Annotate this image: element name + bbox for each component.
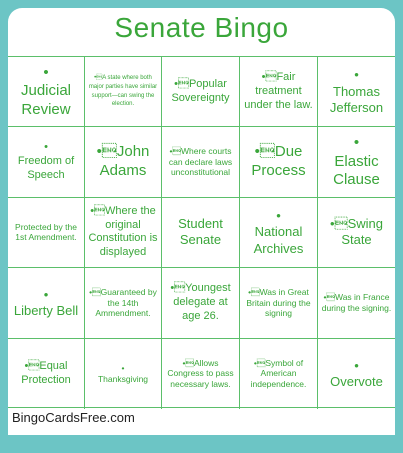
bingo-cell-r5-c2: • Thanksgiving (85, 339, 162, 409)
bingo-cell-r5-c5: • Overvote (330, 357, 383, 389)
bingo-cell-r5-c4: •Symbol of American independence. (240, 339, 318, 409)
bingo-card (8, 8, 395, 435)
footer-site-name: BingoCardsFree.com (12, 410, 135, 425)
bingo-cell-r5-c1: •Equal Protection (8, 339, 85, 409)
bingo-cell-r2-c2: •John Adams (85, 127, 162, 197)
bingo-cell-r2-c3: •Where courts can declare laws unconstitutional (162, 127, 240, 197)
bingo-cell-r3-c2: •Where the original Constitution is displayed (85, 198, 162, 268)
bingo-cell-r3-c3: Student Senate (162, 198, 240, 268)
bingo-cell-r1-c3: •Popular Sovereignty (162, 57, 240, 127)
card-title: Senate Bingo (114, 12, 289, 43)
bingo-cell-r2-c5: • Elastic Clause (318, 127, 395, 197)
bingo-cell-r4-c2: •Guaranteed by the 14th Ammendment. (85, 268, 162, 338)
bingo-cell-r5-c3: •Allows Congress to pass necessary laws. (162, 339, 240, 409)
bingo-cell-r4-c5: •Was in France during the signing. (318, 268, 395, 338)
bingo-cell-r3-c5: •Swing State (318, 198, 395, 268)
bingo-cell-r2-c4: •Due Process (240, 127, 318, 197)
bingo-cell-r2-c1: • Freedom of Speech (8, 127, 85, 197)
bingo-cell-r1-c4: •Fair treatment under the law. (240, 57, 318, 127)
bingo-cell-r3-c4: • National Archives (240, 198, 318, 268)
bingo-cell-r4-c3: •Youngest delegate at age 26. (162, 268, 240, 338)
bingo-cell-r4-c1: • Liberty Bell (8, 268, 85, 338)
bingo-cell-r3-c1: Protected by the 1st Amendment. (8, 198, 85, 268)
bingo-cell-r1-c2: •A state where both major parties have similar support—can swing the election. (85, 57, 162, 127)
bingo-grid (8, 56, 395, 408)
bingo-cell-r4-c4: •Was in Great Britain during the signing (240, 268, 318, 338)
bingo-cell-r1-c5: • Thomas Jefferson (318, 57, 395, 127)
bingo-cell-r1-c1: • Judicial Review (8, 57, 85, 127)
